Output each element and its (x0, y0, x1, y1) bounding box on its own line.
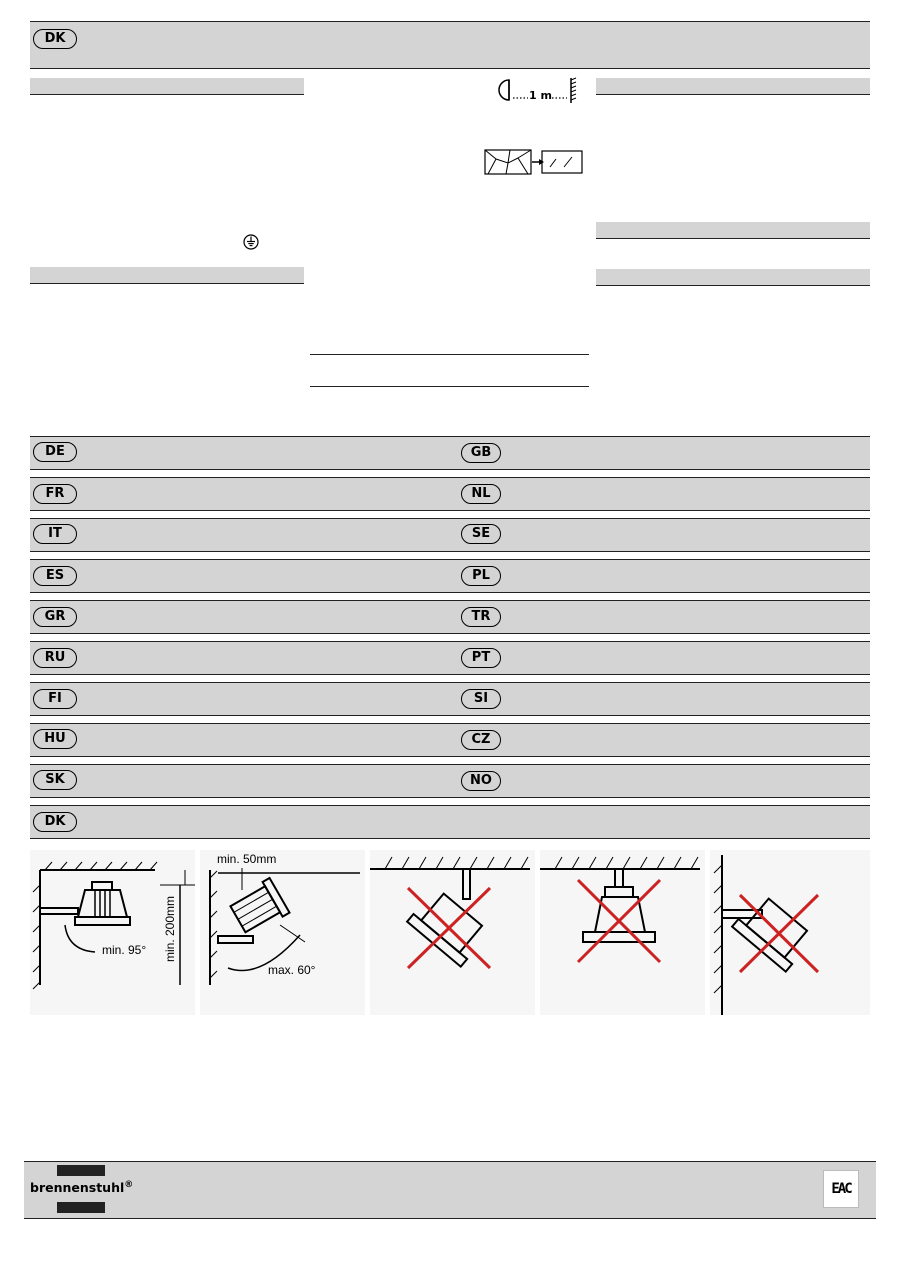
eac-mark (823, 1170, 859, 1208)
registered-mark: ® (124, 1180, 134, 1190)
label-min-95: min. 95° (102, 943, 147, 957)
lang-code: HU (33, 729, 77, 749)
distance-label: 1 m (529, 89, 552, 102)
lang-code: CZ (461, 730, 501, 750)
header-lang-code: DK (33, 29, 77, 49)
brand-name: brennenstuhl (30, 1180, 125, 1195)
lang-code: PT (461, 648, 501, 668)
footer-band (24, 1161, 876, 1219)
lang-code: ES (33, 566, 77, 586)
lang-code: GB (461, 443, 501, 463)
lang-code: RU (33, 648, 77, 668)
lang-code: SI (461, 689, 501, 709)
lang-code: FR (33, 484, 77, 504)
lang-code: NO (461, 771, 501, 791)
lang-code: SE (461, 524, 501, 544)
logo-bar-top (57, 1165, 105, 1176)
logo-bar-bottom (57, 1202, 105, 1213)
lang-code: IT (33, 524, 77, 544)
lang-code: DK (33, 812, 77, 832)
logo-wordmark (30, 1180, 133, 1195)
lang-code: FI (33, 689, 77, 709)
lang-code: PL (461, 566, 501, 586)
lang-code: SK (33, 770, 77, 790)
label-max-60: max. 60° (268, 963, 316, 977)
eac-mark-text: EAC (831, 1181, 851, 1197)
lang-code: TR (461, 607, 501, 627)
lang-code: NL (461, 484, 501, 504)
brand-logo (30, 1165, 140, 1215)
lang-code: GR (33, 607, 77, 627)
lang-code: DE (33, 442, 77, 462)
label-min-50: min. 50mm (217, 852, 277, 866)
label-min-200: min. 200mm (163, 895, 177, 963)
